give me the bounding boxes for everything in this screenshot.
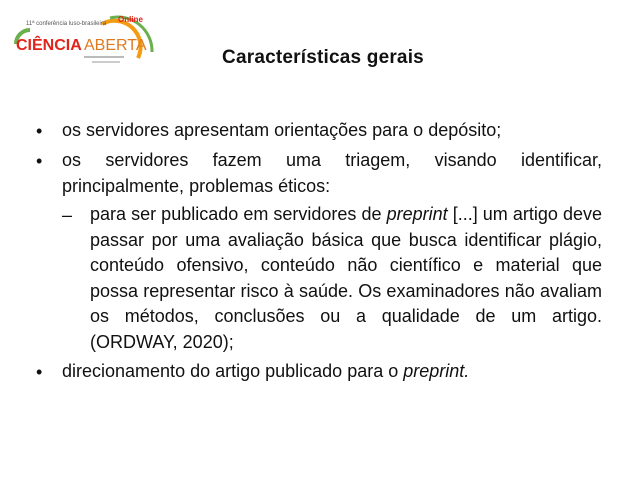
- logo-small-text: 11ª conferência luso-brasileira: [26, 21, 107, 27]
- bullet-text: os servidores fazem uma triagem, visando identificar, principalmente, problemas éticos:: [62, 150, 602, 196]
- sub-bullet-item: [62, 202, 602, 355]
- logo-word-ciencia: CIÊNCIA: [16, 37, 82, 54]
- quote-text-end: [...] um artigo deve passar por uma avaliação básica que busca identificar plágio, conteúdo ofensivo, conteúdo não científico e material que possa representar risco à saúde. Os examinadores não avaliam os métodos, conclusões ou a qualidade de um artigo. (ORDWAY, 2020);: [90, 204, 603, 352]
- logo-badge-online: Online: [118, 15, 143, 24]
- bullet-text-start: direcionamento do artigo publicado para o: [62, 361, 404, 381]
- bullet-italic-term: preprint.: [403, 361, 470, 381]
- logo-word-aberta: ABERTA: [84, 37, 147, 54]
- bullet-item: [36, 148, 602, 199]
- slide-title: Características gerais: [222, 47, 424, 68]
- quote-text-start: para ser publicado em servidores de: [90, 204, 387, 224]
- slide-body: [36, 118, 602, 385]
- bullet-marker: •: [36, 121, 43, 141]
- bullet-item: [36, 118, 602, 144]
- sub-bullet-text: [90, 202, 602, 355]
- bullet-marker: •: [36, 362, 43, 382]
- bullet-item: [36, 359, 602, 385]
- bullet-text: os servidores apresentam orientações para o depósito;: [62, 120, 502, 140]
- bullet-text: [62, 359, 602, 385]
- quote-italic-term: preprint: [386, 204, 448, 224]
- sub-bullet-marker: –: [62, 205, 73, 225]
- bullet-marker: •: [36, 151, 43, 171]
